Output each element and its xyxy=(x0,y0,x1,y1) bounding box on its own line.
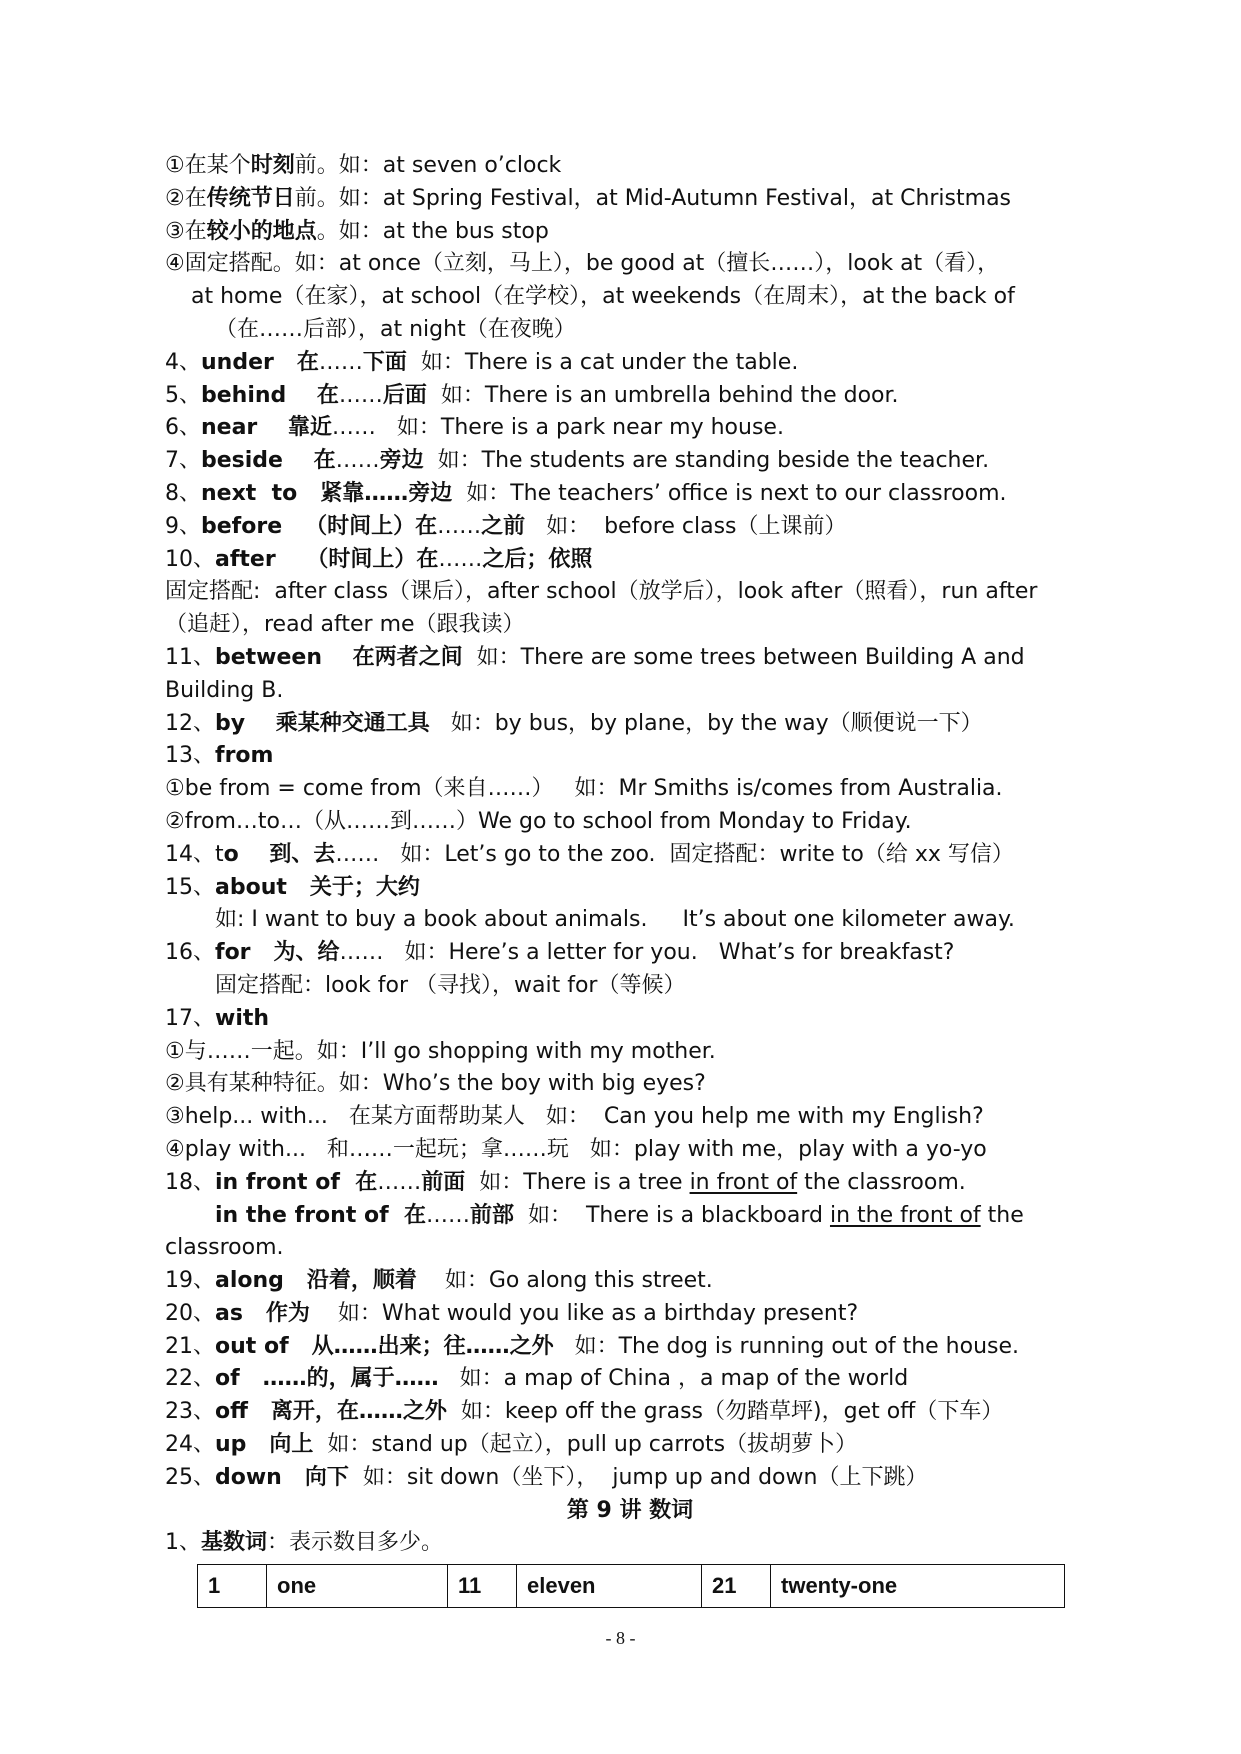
text-line xyxy=(165,150,1095,183)
bold-text: 较小的地点 xyxy=(206,218,317,244)
text-span: ③在 xyxy=(165,218,207,244)
text-span: 22、 xyxy=(165,1366,215,1392)
bold-text: beside 在 xyxy=(201,448,336,474)
bold-text: down 向下 xyxy=(215,1464,349,1490)
text-span: …… 如：Let’s go to the zoo. 固定搭配：write to（给 xx 写信） xyxy=(335,841,1014,867)
numeral-table xyxy=(197,1564,1065,1608)
document-body xyxy=(165,150,1095,1608)
text-span: 21、 xyxy=(165,1333,215,1359)
text-line xyxy=(165,740,1095,773)
text-span: …… xyxy=(377,1169,422,1195)
bold-text: up 向上 xyxy=(215,1432,314,1458)
bold-text: about 关于；大约 xyxy=(215,874,420,900)
text-span: 如：There are some trees between Building A and xyxy=(462,644,1025,670)
text-span: 前。如：at seven o’clock xyxy=(294,153,562,178)
text-span: 11、 xyxy=(165,644,215,670)
bold-text: o 到、去 xyxy=(223,841,336,867)
text-line xyxy=(165,609,1095,642)
text-line xyxy=(165,1232,1095,1265)
text-span: 8、 xyxy=(165,480,201,506)
text-span: 如：What would you like as a birthday present? xyxy=(309,1300,859,1326)
text-span: 前。如：at Spring Festival，at Mid-Autumn Festival，at Christmas xyxy=(294,185,1012,211)
text-line xyxy=(165,675,1095,708)
text-span: …… xyxy=(438,546,483,572)
table-cell: twenty-one xyxy=(771,1565,1065,1608)
text-span: 9、 xyxy=(165,513,201,539)
text-line xyxy=(165,544,1095,577)
text-line xyxy=(165,904,1095,937)
text-span: 7、 xyxy=(165,448,201,474)
text-span: 如： before class（上课前） xyxy=(525,513,847,539)
text-span: 17、 xyxy=(165,1005,215,1031)
text-span: ①在某个 xyxy=(165,153,251,178)
bold-text: 之前 xyxy=(481,513,526,539)
text-line xyxy=(165,937,1095,970)
text-span: 如：by bus，by plane，by the way（顺便说一下） xyxy=(429,710,983,736)
text-span: ①与……一起。如：I’ll go shopping with my mother. xyxy=(165,1038,716,1064)
bold-text: by 乘某种交通工具 xyxy=(215,710,430,736)
cardinal-heading-desc: ：表示数目多少。 xyxy=(267,1530,444,1556)
text-span: …… xyxy=(426,1202,470,1228)
bold-text: from xyxy=(215,743,274,769)
text-line xyxy=(165,708,1095,741)
text-span: 4、 xyxy=(165,349,201,375)
text-line xyxy=(165,1134,1095,1167)
text-span: （在……后部），at night（在夜晚） xyxy=(215,316,576,342)
text-span: ④play with... 和……一起玩；拿……玩 如：play with me，play with a yo-yo xyxy=(165,1136,987,1162)
table-cell: one xyxy=(267,1565,448,1608)
bold-text: before （时间上）在 xyxy=(201,513,438,539)
bold-text: next to 紧靠……旁边 xyxy=(201,480,453,506)
text-span: 14、t xyxy=(165,841,224,867)
text-span: at home（在家），at school（在学校），at weekends（在周末），at the back of xyxy=(191,284,1015,310)
page-number: - 8 - xyxy=(605,1628,636,1648)
text-line xyxy=(165,773,1095,806)
bold-text: after （时间上）在 xyxy=(215,546,439,572)
text-span: 10、 xyxy=(165,546,215,572)
bold-text: off 离开，在……之外 xyxy=(215,1399,447,1425)
table-cell: 21 xyxy=(702,1565,771,1608)
text-span: the xyxy=(980,1202,1024,1228)
text-line xyxy=(165,347,1095,380)
bold-text: along 沿着，顺着 xyxy=(215,1268,417,1294)
table-row xyxy=(198,1565,1065,1608)
bold-text: as 作为 xyxy=(215,1300,310,1326)
text-span: …… 如：Here’s a letter for you. What’s for breakfast? xyxy=(339,940,955,966)
text-line xyxy=(165,872,1095,905)
text-line xyxy=(165,1429,1095,1462)
text-span: 如：There is a cat under the table. xyxy=(406,349,799,375)
bold-text: 前面 xyxy=(421,1169,466,1195)
text-line xyxy=(165,1396,1095,1429)
bold-text: of ……的，属于…… xyxy=(215,1366,439,1392)
text-span: ②from…to…（从……到……）We go to school from Monday to Friday. xyxy=(165,808,912,834)
text-span: ②具有某种特征。如：Who’s the boy with big eyes? xyxy=(165,1071,706,1097)
text-span: 如: I want to buy a book about animals. It’s about one kilometer away. xyxy=(215,907,1015,933)
text-span: 如：The dog is running out of the house. xyxy=(553,1333,1020,1359)
text-span: Building B. xyxy=(165,677,284,703)
underlined-text: in front of xyxy=(689,1169,798,1195)
text-span: 13、 xyxy=(165,743,215,769)
text-span: 如：a map of China ，a map of the world xyxy=(438,1366,909,1392)
text-line xyxy=(165,1003,1095,1036)
text-span: …… xyxy=(318,349,363,375)
text-span: 20、 xyxy=(165,1300,215,1326)
text-span: 23、 xyxy=(165,1399,215,1425)
content-lines xyxy=(165,150,1095,1495)
text-line xyxy=(165,314,1095,347)
text-span: 如：stand up（起立），pull up carrots（拔胡萝卜） xyxy=(313,1432,858,1458)
text-span: 25、 xyxy=(165,1464,215,1490)
text-span: 如：sit down（坐下）， jump up and down（上下跳） xyxy=(348,1464,928,1490)
text-span: …… xyxy=(437,513,482,539)
text-span: ②在 xyxy=(165,185,207,211)
text-span: 15、 xyxy=(165,874,215,900)
text-span: 16、 xyxy=(165,940,215,966)
text-span: 。如：at the bus stop xyxy=(316,218,549,244)
text-line xyxy=(165,478,1095,511)
text-span: （追赶），read after me（跟我读） xyxy=(165,612,525,638)
table-cell: eleven xyxy=(517,1565,702,1608)
bold-text: in the front of 在 xyxy=(215,1202,426,1228)
text-span: 18、 xyxy=(165,1169,215,1195)
text-line xyxy=(165,576,1095,609)
cardinal-heading-term: 基数词 xyxy=(201,1530,268,1556)
text-span: 5、 xyxy=(165,382,201,408)
text-span: ④固定搭配。如：at once（立刻，马上），be good at（擅长……），look at（看）， xyxy=(165,251,1000,277)
text-line xyxy=(165,1036,1095,1069)
table-cell: 1 xyxy=(198,1565,267,1608)
text-line xyxy=(165,839,1095,872)
text-line xyxy=(165,216,1095,249)
text-span: 如：The students are standing beside the teacher. xyxy=(423,448,990,474)
text-span: ①be from = come from（来自……） 如：Mr Smiths is/comes from Australia. xyxy=(165,776,1003,802)
text-line xyxy=(165,1068,1095,1101)
text-span: 如：The teachers’ office is next to our classroom. xyxy=(452,480,1007,506)
text-line xyxy=(165,1331,1095,1364)
bold-text: for 为、给 xyxy=(215,940,340,966)
text-line xyxy=(165,1298,1095,1331)
section-title: 第 9 讲 数词 xyxy=(566,1497,694,1523)
bold-text: 下面 xyxy=(362,349,407,375)
text-span: 如：There is an umbrella behind the door. xyxy=(426,382,899,408)
bold-text: between 在两者之间 xyxy=(215,644,463,670)
text-line xyxy=(165,248,1095,281)
bold-text: in front of 在 xyxy=(215,1169,378,1195)
text-line xyxy=(165,445,1095,478)
bold-text: 前部 xyxy=(470,1202,515,1228)
text-span: the classroom. xyxy=(797,1169,966,1195)
text-line xyxy=(165,1265,1095,1298)
text-span: 如：There is a tree xyxy=(465,1169,690,1195)
text-line xyxy=(165,281,1095,314)
text-span: …… xyxy=(335,448,380,474)
underlined-text: in the front of xyxy=(829,1202,981,1228)
text-span: 如：keep off the grass（勿踏草坪)，get off（下车） xyxy=(446,1399,1004,1425)
text-line xyxy=(165,1200,1095,1233)
bold-text: 之后；依照 xyxy=(482,546,593,572)
text-line xyxy=(165,380,1095,413)
bold-text: under 在 xyxy=(201,349,319,375)
text-span: 固定搭配: after class（课后），after school（放学后），look after（照看），run after xyxy=(165,579,1038,605)
text-line xyxy=(165,806,1095,839)
bold-text: near 靠近 xyxy=(201,415,332,441)
bold-text: out of 从……出来；往……之外 xyxy=(215,1333,554,1359)
bold-text: 旁边 xyxy=(379,448,424,474)
text-span: 如：Go along this street. xyxy=(416,1268,713,1294)
text-span: …… 如：There is a park near my house. xyxy=(331,415,784,441)
bold-text: with xyxy=(215,1005,270,1031)
text-span: ③help... with... 在某方面帮助某人 如： Can you help me with my English? xyxy=(165,1104,984,1130)
text-span: 如： There is a blackboard xyxy=(514,1202,830,1228)
bold-text: 传统节日 xyxy=(206,185,295,211)
text-span: …… xyxy=(338,382,383,408)
text-span: classroom. xyxy=(165,1235,284,1261)
text-line xyxy=(165,642,1095,675)
text-line xyxy=(165,1167,1095,1200)
text-line xyxy=(165,511,1095,544)
text-line xyxy=(165,1363,1095,1396)
bold-text: 后面 xyxy=(382,382,427,408)
text-line xyxy=(165,1101,1095,1134)
text-span: 6、 xyxy=(165,415,201,441)
cardinal-heading-num: 1、 xyxy=(165,1530,201,1556)
text-span: 12、 xyxy=(165,710,215,736)
text-line xyxy=(165,970,1095,1003)
text-span: 24、 xyxy=(165,1432,215,1458)
text-line xyxy=(165,1462,1095,1495)
text-line xyxy=(165,183,1095,216)
text-span: 19、 xyxy=(165,1268,215,1294)
bold-text: behind 在 xyxy=(201,382,339,408)
text-line xyxy=(165,412,1095,445)
cardinal-heading xyxy=(165,1527,1095,1560)
table-cell: 11 xyxy=(448,1565,517,1608)
text-span: 固定搭配：look for （寻找），wait for（等候） xyxy=(215,972,686,998)
bold-text: 时刻 xyxy=(250,153,295,178)
